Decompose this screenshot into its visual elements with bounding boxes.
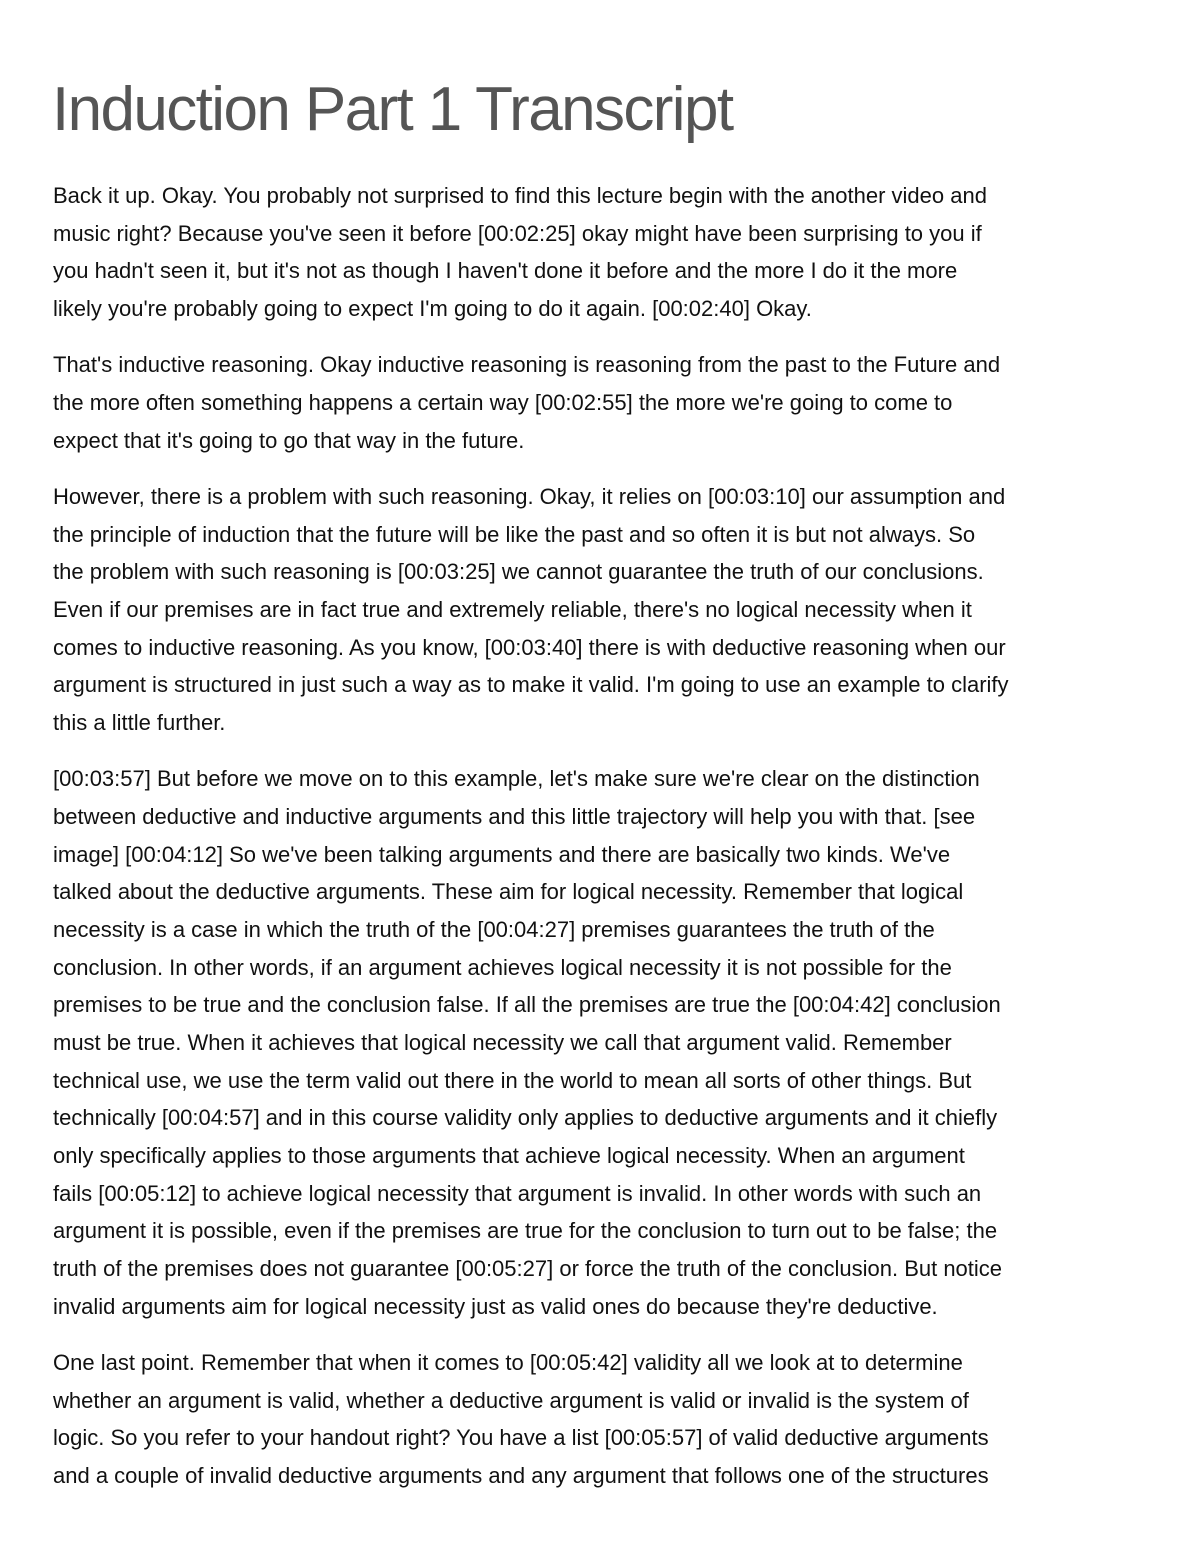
paragraph-line: argument is structured in just such a way as to make it valid. I'm going to use an example to clarify [53,672,1009,698]
paragraph-line: talked about the deductive arguments. These aim for logical necessity. Remember that logical [53,879,964,905]
paragraph-line: However, there is a problem with such reasoning. Okay, it relies on [00:03:10] our assumption and [53,483,1006,509]
paragraph-line: only specifically applies to those arguments that achieve logical necessity. When an argument [53,1143,965,1168]
page-title: Induction Part 1 Transcript [52,75,733,144]
paragraph-line: likely you're probably going to expect I'm going to do it again. [00:02:40] Okay. [53,296,812,322]
paragraph-line: conclusion. In other words, if an argument achieves logical necessity it is not possible for the [53,954,952,980]
paragraph-line: this a little further. [53,709,226,735]
paragraph-line: necessity is a case in which the truth of the [00:04:27] premises guarantees the truth of the [53,916,935,942]
paragraph-line: you hadn't seen it, but it's not as though I haven't done it before and the more I do it the more [53,258,958,284]
paragraph-line: Even if our premises are in fact true and extremely reliable, there's no logical necessity when it [53,596,972,622]
paragraph-line: fails [00:05:12] to achieve logical necessity that argument is invalid. In other words with such an [53,1180,982,1206]
paragraph-5 [53,1344,1153,1495]
paragraph-line: must be true. When it achieves that logical necessity we call that argument valid. Remember [53,1029,952,1055]
paragraph-line: expect that it's going to go that way in the future. [53,427,525,453]
paragraph-line: the principle of induction that the future will be like the past and so often it is but not always. So [53,521,976,547]
paragraph-line-cut-off: and a couple of invalid deductive arguments and any argument that follows one of the structures [53,1463,989,1488]
paragraph-line: argument it is possible, even if the premises are true for the conclusion to turn out to be false; the [53,1218,998,1244]
paragraph-line: That's inductive reasoning. Okay inductive reasoning is reasoning from the past to the Future and [53,352,1001,378]
paragraph-line: Back it up. Okay. You probably not surprised to find this lecture begin with the another video and [53,183,987,208]
paragraph-line: whether an argument is valid, whether a deductive argument is valid or invalid is the system of [53,1387,969,1413]
paragraph-3 [53,478,1153,742]
paragraph-line: music right? Because you've seen it before [00:02:25] okay might have been surprising to you if [53,220,982,246]
paragraph-line: premises to be true and the conclusion false. If all the premises are true the [00:04:42] conclusion [53,992,1001,1018]
transcript-body [53,177,1153,1488]
paragraph-line: One last point. Remember that when it comes to [00:05:42] validity all we look at to determine [53,1349,963,1375]
paragraph-line: truth of the premises does not guarantee [00:05:27] or force the truth of the conclusion. But notice [53,1256,1003,1282]
paragraph-line: the more often something happens a certain way [00:02:55] the more we're going to come to [53,389,953,415]
paragraph-line: image] [00:04:12] So we've been talking arguments and there are basically two kinds. We've [53,841,951,867]
paragraph-1 [53,177,1153,328]
paragraph-line: [00:03:57] But before we move on to this example, let's make sure we're clear on the distinction [53,766,980,792]
paragraph-line: logic. So you refer to your handout right? You have a list [00:05:57] of valid deductive arguments [53,1425,989,1451]
paragraph-2 [53,346,1153,459]
paragraph-4 [53,760,1153,1325]
paragraph-line: invalid arguments aim for logical necessity just as valid ones do because they're deductive. [53,1293,938,1319]
paragraph-line: comes to inductive reasoning. As you know, [00:03:40] there is with deductive reasoning when our [53,634,1006,660]
paragraph-line: technically [00:04:57] and in this course validity only applies to deductive arguments and it chiefly [53,1105,998,1131]
paragraph-line: technical use, we use the term valid out there in the world to mean all sorts of other things. But [53,1067,972,1093]
paragraph-line: between deductive and inductive arguments and this little trajectory will help you with that. [see [53,803,976,829]
paragraph-line: the problem with such reasoning is [00:03:25] we cannot guarantee the truth of our conclusions. [53,559,984,585]
